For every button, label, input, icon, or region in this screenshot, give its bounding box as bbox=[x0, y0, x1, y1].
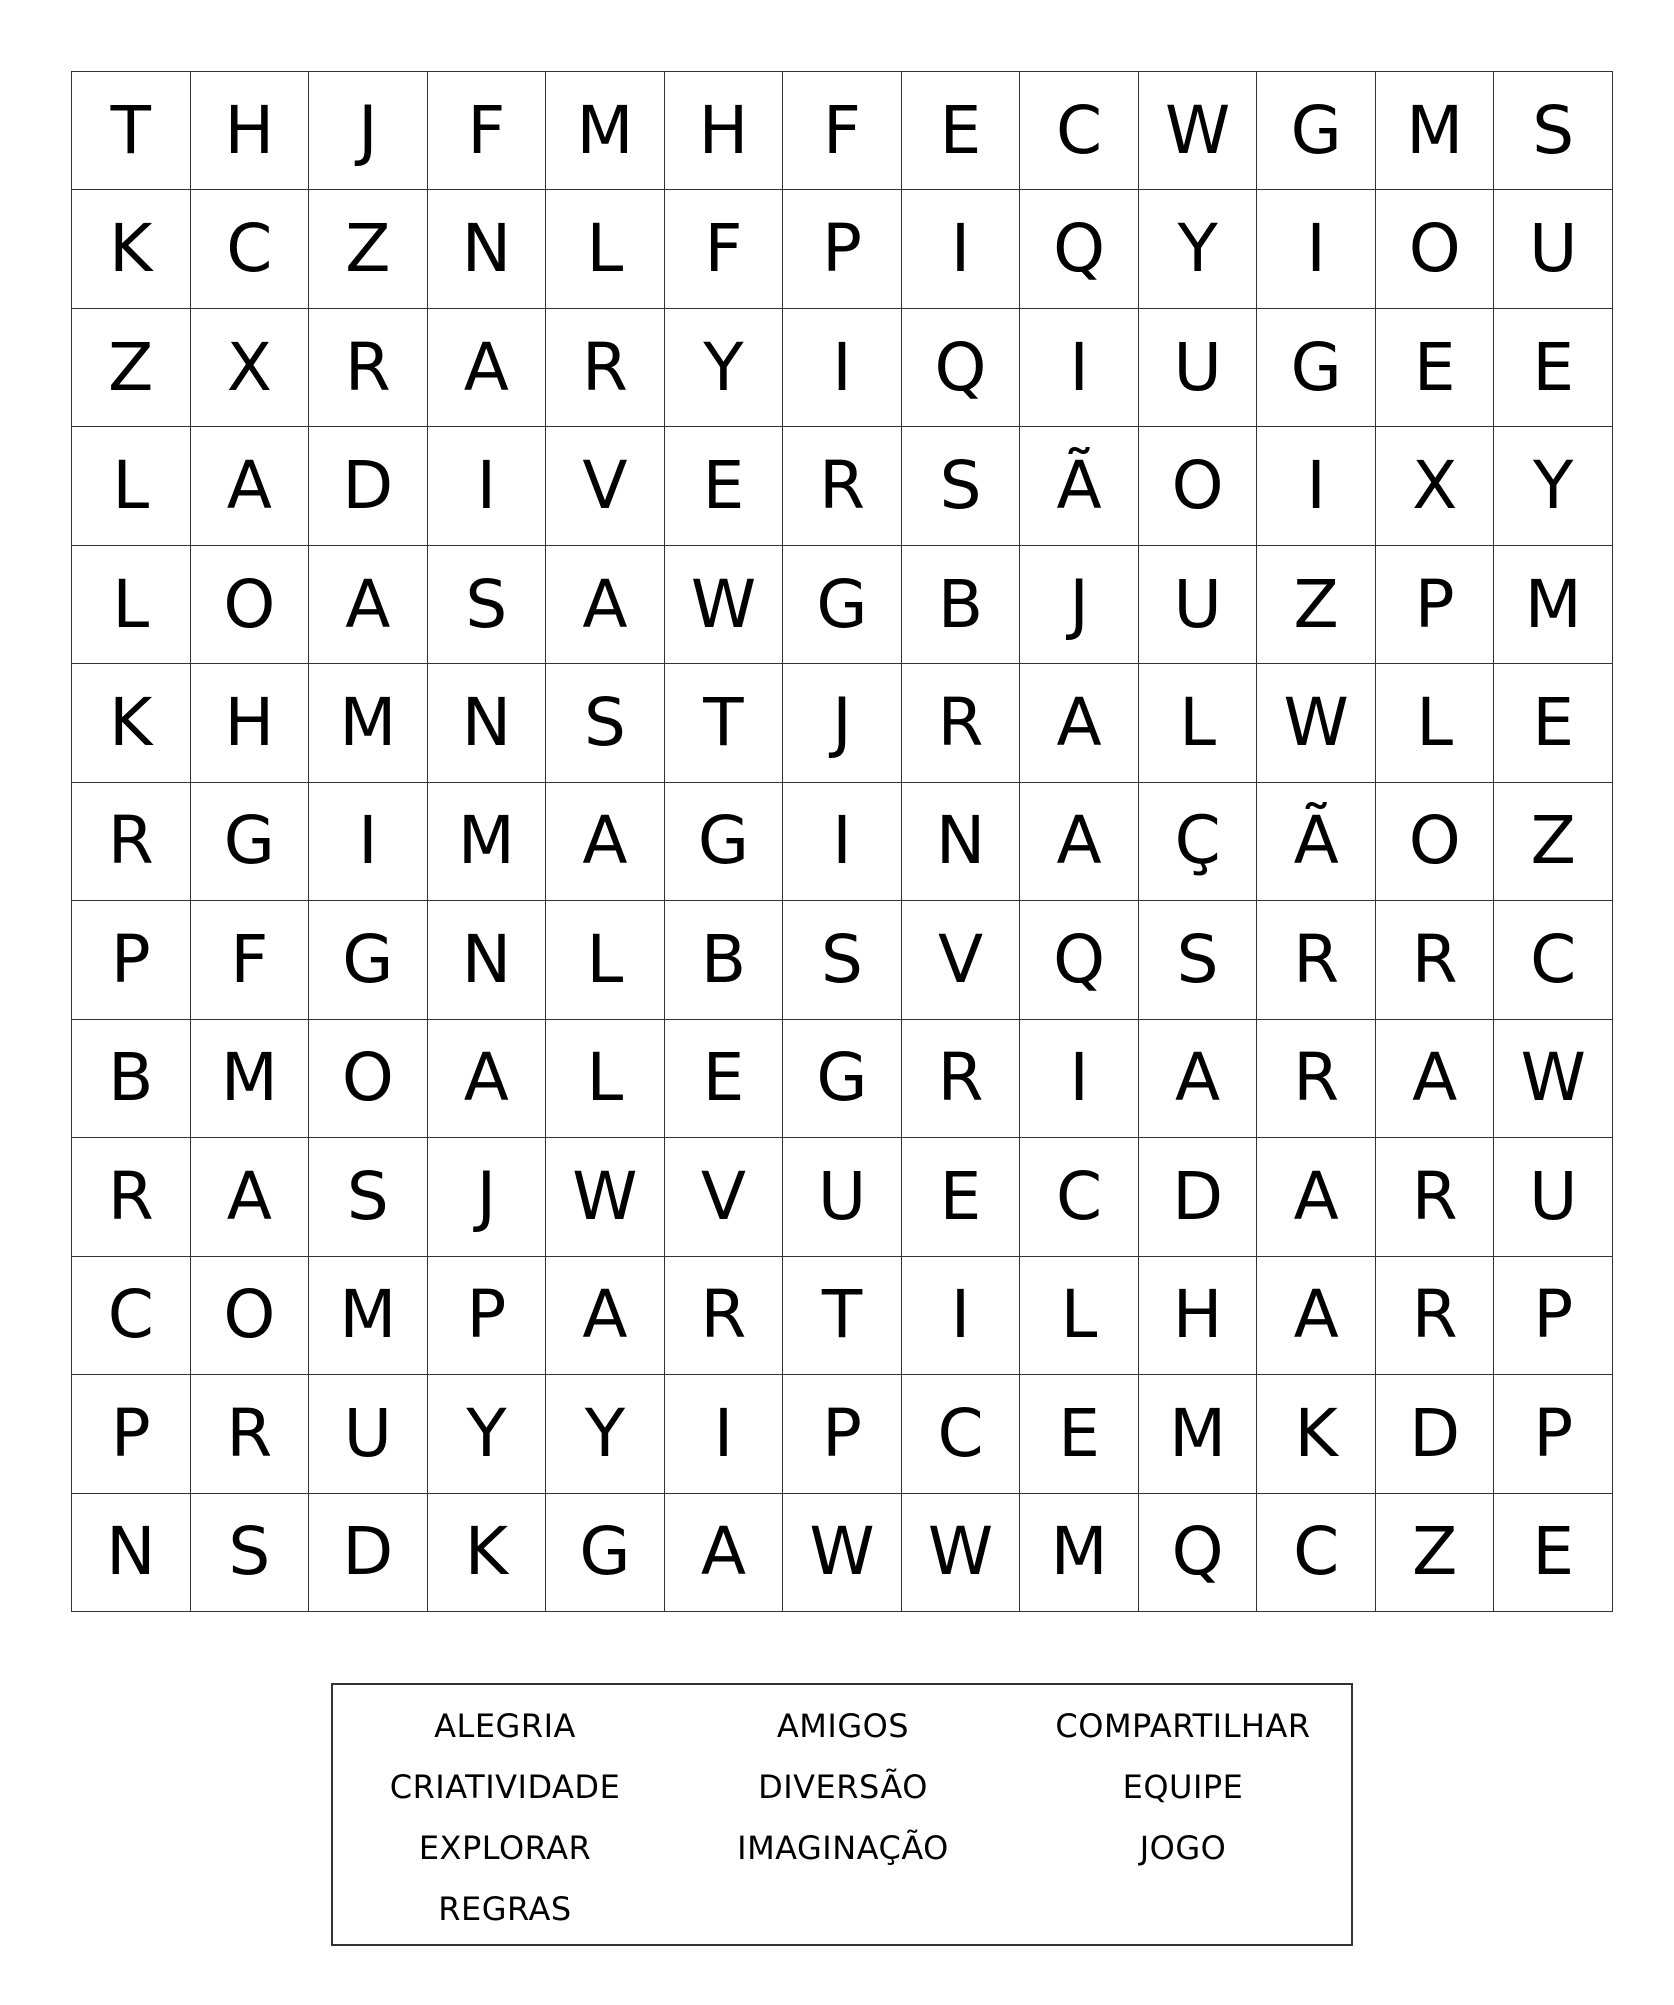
grid-cell[interactable]: E bbox=[665, 1020, 784, 1138]
word-item: JOGO bbox=[1139, 1829, 1227, 1867]
grid-cell[interactable]: A bbox=[546, 1257, 665, 1375]
grid-cell[interactable]: P bbox=[72, 901, 191, 1019]
grid-cell[interactable]: S bbox=[783, 901, 902, 1019]
grid-cell[interactable]: E bbox=[902, 72, 1021, 190]
grid-cell[interactable]: E bbox=[1494, 309, 1613, 427]
grid-cell[interactable]: J bbox=[1020, 546, 1139, 664]
word-item: AMIGOS bbox=[776, 1707, 910, 1745]
grid-cell[interactable]: T bbox=[783, 1257, 902, 1375]
grid-cell[interactable]: N bbox=[902, 783, 1021, 901]
grid-cell[interactable]: C bbox=[902, 1375, 1021, 1493]
grid-cell[interactable]: W bbox=[902, 1494, 1021, 1612]
grid-cell[interactable]: F bbox=[428, 72, 547, 190]
grid-cell[interactable]: G bbox=[783, 546, 902, 664]
grid-cell[interactable]: S bbox=[428, 546, 547, 664]
grid-cell[interactable]: R bbox=[191, 1375, 310, 1493]
word-list bbox=[331, 1683, 1353, 1946]
grid-cell[interactable]: A bbox=[1139, 1020, 1258, 1138]
grid-cell[interactable]: U bbox=[1494, 190, 1613, 308]
grid-cell[interactable]: H bbox=[1139, 1257, 1258, 1375]
grid-cell[interactable]: T bbox=[72, 72, 191, 190]
word-item: COMPARTILHAR bbox=[1055, 1707, 1311, 1745]
grid-cell[interactable]: R bbox=[309, 309, 428, 427]
grid-cell[interactable]: S bbox=[1494, 72, 1613, 190]
grid-cell[interactable]: Ã bbox=[1257, 783, 1376, 901]
grid-cell[interactable]: I bbox=[1020, 1020, 1139, 1138]
grid-cell[interactable]: A bbox=[1376, 1020, 1495, 1138]
grid-cell[interactable]: O bbox=[1376, 783, 1495, 901]
grid-cell[interactable]: X bbox=[1376, 427, 1495, 545]
grid-cell[interactable]: E bbox=[1494, 664, 1613, 782]
word-item: REGRAS bbox=[438, 1890, 572, 1928]
grid-cell[interactable]: J bbox=[309, 72, 428, 190]
grid-cell[interactable]: A bbox=[191, 427, 310, 545]
grid-cell[interactable]: E bbox=[1494, 1494, 1613, 1612]
grid-cell[interactable]: I bbox=[665, 1375, 784, 1493]
grid-cell[interactable]: Y bbox=[1494, 427, 1613, 545]
grid-cell[interactable]: P bbox=[1494, 1257, 1613, 1375]
grid-cell[interactable]: G bbox=[1257, 72, 1376, 190]
grid-cell[interactable]: R bbox=[783, 427, 902, 545]
grid-cell[interactable]: E bbox=[902, 1138, 1021, 1256]
letter-grid bbox=[71, 71, 1613, 1612]
grid-cell[interactable]: S bbox=[902, 427, 1021, 545]
word-item: ALEGRIA bbox=[434, 1707, 576, 1745]
grid-cell[interactable]: W bbox=[1139, 72, 1258, 190]
grid-cell[interactable]: I bbox=[1257, 427, 1376, 545]
grid-cell[interactable]: R bbox=[72, 783, 191, 901]
grid-cell[interactable]: M bbox=[1020, 1494, 1139, 1612]
grid-cell[interactable]: U bbox=[1139, 309, 1258, 427]
grid-cell[interactable]: O bbox=[309, 1020, 428, 1138]
grid-cell[interactable]: I bbox=[902, 190, 1021, 308]
grid-cell[interactable]: R bbox=[1376, 1257, 1495, 1375]
grid-cell[interactable]: J bbox=[783, 664, 902, 782]
grid-cell[interactable]: Y bbox=[546, 1375, 665, 1493]
grid-cell[interactable]: M bbox=[1376, 72, 1495, 190]
grid-cell[interactable]: A bbox=[191, 1138, 310, 1256]
grid-cell[interactable]: L bbox=[546, 901, 665, 1019]
grid-cell[interactable]: F bbox=[783, 72, 902, 190]
grid-cell[interactable]: K bbox=[72, 190, 191, 308]
grid-cell[interactable]: R bbox=[665, 1257, 784, 1375]
grid-cell[interactable]: Ã bbox=[1020, 427, 1139, 545]
grid-cell[interactable]: P bbox=[783, 190, 902, 308]
grid-cell[interactable]: U bbox=[1139, 546, 1258, 664]
grid-cell[interactable]: R bbox=[1257, 901, 1376, 1019]
grid-cell[interactable]: B bbox=[902, 546, 1021, 664]
grid-cell[interactable]: S bbox=[546, 664, 665, 782]
grid-cell[interactable]: H bbox=[191, 72, 310, 190]
grid-cell[interactable]: N bbox=[428, 901, 547, 1019]
grid-cell[interactable]: V bbox=[546, 427, 665, 545]
grid-cell[interactable]: R bbox=[1376, 901, 1495, 1019]
grid-cell[interactable]: M bbox=[309, 664, 428, 782]
word-column bbox=[1033, 1707, 1333, 1890]
grid-cell[interactable]: A bbox=[1020, 783, 1139, 901]
word-item: EQUIPE bbox=[1122, 1768, 1244, 1806]
grid-cell[interactable]: F bbox=[191, 901, 310, 1019]
grid-cell[interactable]: L bbox=[546, 1020, 665, 1138]
grid-cell[interactable]: R bbox=[72, 1138, 191, 1256]
grid-cell[interactable]: D bbox=[309, 1494, 428, 1612]
grid-cell[interactable]: W bbox=[1257, 664, 1376, 782]
grid-cell[interactable]: L bbox=[1020, 1257, 1139, 1375]
grid-cell[interactable]: O bbox=[1376, 190, 1495, 308]
grid-cell[interactable]: U bbox=[783, 1138, 902, 1256]
grid-cell[interactable]: G bbox=[191, 783, 310, 901]
grid-cell[interactable]: H bbox=[665, 72, 784, 190]
grid-cell[interactable]: L bbox=[72, 427, 191, 545]
grid-cell[interactable]: C bbox=[72, 1257, 191, 1375]
grid-cell[interactable]: V bbox=[665, 1138, 784, 1256]
grid-cell[interactable]: A bbox=[546, 546, 665, 664]
grid-cell[interactable]: G bbox=[546, 1494, 665, 1612]
grid-cell[interactable]: A bbox=[428, 1020, 547, 1138]
grid-cell[interactable]: P bbox=[72, 1375, 191, 1493]
word-item: CRIATIVIDADE bbox=[389, 1768, 621, 1806]
grid-cell[interactable]: D bbox=[1376, 1375, 1495, 1493]
grid-cell[interactable]: G bbox=[309, 901, 428, 1019]
grid-cell[interactable]: C bbox=[1020, 72, 1139, 190]
grid-cell[interactable]: R bbox=[902, 664, 1021, 782]
grid-cell[interactable]: O bbox=[191, 546, 310, 664]
grid-cell[interactable]: B bbox=[665, 901, 784, 1019]
grid-cell[interactable]: G bbox=[783, 1020, 902, 1138]
grid-cell[interactable]: M bbox=[546, 72, 665, 190]
grid-cell[interactable]: I bbox=[783, 309, 902, 427]
word-item: IMAGINAÇÃO bbox=[737, 1829, 949, 1867]
grid-cell[interactable]: Z bbox=[1257, 546, 1376, 664]
grid-cell[interactable]: C bbox=[1257, 1494, 1376, 1612]
word-item: DIVERSÃO bbox=[758, 1768, 928, 1806]
grid-cell[interactable]: P bbox=[1494, 1375, 1613, 1493]
grid-cell[interactable]: P bbox=[1376, 546, 1495, 664]
grid-cell[interactable]: C bbox=[191, 190, 310, 308]
grid-cell[interactable]: L bbox=[1139, 664, 1258, 782]
grid-cell[interactable]: D bbox=[309, 427, 428, 545]
grid-cell[interactable]: W bbox=[665, 546, 784, 664]
grid-cell[interactable]: R bbox=[1376, 1138, 1495, 1256]
grid-cell[interactable]: R bbox=[546, 309, 665, 427]
grid-cell[interactable]: K bbox=[72, 664, 191, 782]
grid-cell[interactable]: T bbox=[665, 664, 784, 782]
grid-cell[interactable]: A bbox=[1020, 664, 1139, 782]
grid-cell[interactable]: O bbox=[191, 1257, 310, 1375]
grid-cell[interactable]: Q bbox=[1020, 901, 1139, 1019]
grid-cell[interactable]: W bbox=[546, 1138, 665, 1256]
grid-cell[interactable]: P bbox=[783, 1375, 902, 1493]
grid-cell[interactable]: Y bbox=[665, 309, 784, 427]
grid-cell[interactable]: N bbox=[72, 1494, 191, 1612]
grid-cell[interactable]: C bbox=[1494, 901, 1613, 1019]
grid-cell[interactable]: K bbox=[428, 1494, 547, 1612]
grid-cell[interactable]: E bbox=[665, 427, 784, 545]
grid-cell[interactable]: S bbox=[191, 1494, 310, 1612]
word-column bbox=[693, 1707, 993, 1890]
grid-cell[interactable]: L bbox=[1376, 664, 1495, 782]
grid-cell[interactable]: Z bbox=[1376, 1494, 1495, 1612]
grid-cell[interactable]: O bbox=[1139, 427, 1258, 545]
grid-cell[interactable]: F bbox=[665, 190, 784, 308]
grid-cell[interactable]: U bbox=[309, 1375, 428, 1493]
grid-cell[interactable]: I bbox=[309, 783, 428, 901]
grid-cell[interactable]: E bbox=[1020, 1375, 1139, 1493]
grid-cell[interactable]: I bbox=[902, 1257, 1021, 1375]
grid-cell[interactable]: I bbox=[1257, 190, 1376, 308]
grid-cell[interactable]: Y bbox=[428, 1375, 547, 1493]
grid-cell[interactable]: M bbox=[428, 783, 547, 901]
grid-cell[interactable]: M bbox=[1139, 1375, 1258, 1493]
grid-cell[interactable]: S bbox=[309, 1138, 428, 1256]
grid-cell[interactable]: N bbox=[428, 664, 547, 782]
grid-cell[interactable]: Ç bbox=[1139, 783, 1258, 901]
grid-cell[interactable]: I bbox=[783, 783, 902, 901]
grid-cell[interactable]: A bbox=[1257, 1257, 1376, 1375]
grid-cell[interactable]: J bbox=[428, 1138, 547, 1256]
grid-cell[interactable]: N bbox=[428, 190, 547, 308]
grid-cell[interactable]: G bbox=[1257, 309, 1376, 427]
grid-cell[interactable]: D bbox=[1139, 1138, 1258, 1256]
grid-cell[interactable]: L bbox=[72, 546, 191, 664]
grid-cell[interactable]: H bbox=[191, 664, 310, 782]
grid-cell[interactable]: Q bbox=[902, 309, 1021, 427]
grid-cell[interactable]: G bbox=[665, 783, 784, 901]
word-item: EXPLORAR bbox=[418, 1829, 592, 1867]
grid-cell[interactable]: M bbox=[309, 1257, 428, 1375]
grid-cell[interactable]: Z bbox=[309, 190, 428, 308]
grid-cell[interactable]: Q bbox=[1139, 1494, 1258, 1612]
grid-cell[interactable]: Q bbox=[1020, 190, 1139, 308]
grid-cell[interactable]: B bbox=[72, 1020, 191, 1138]
grid-cell[interactable]: W bbox=[1494, 1020, 1613, 1138]
grid-cell[interactable]: I bbox=[428, 427, 547, 545]
grid-cell[interactable]: A bbox=[1257, 1138, 1376, 1256]
grid-cell[interactable]: V bbox=[902, 901, 1021, 1019]
grid-cell[interactable]: A bbox=[665, 1494, 784, 1612]
grid-cell[interactable]: Y bbox=[1139, 190, 1258, 308]
grid-cell[interactable]: A bbox=[546, 783, 665, 901]
grid-cell[interactable]: I bbox=[1020, 309, 1139, 427]
grid-cell[interactable]: C bbox=[1020, 1138, 1139, 1256]
word-column bbox=[355, 1707, 655, 1951]
grid-cell[interactable]: M bbox=[1494, 546, 1613, 664]
grid-cell[interactable]: R bbox=[1257, 1020, 1376, 1138]
grid-cell[interactable]: M bbox=[191, 1020, 310, 1138]
grid-cell[interactable]: U bbox=[1494, 1138, 1613, 1256]
grid-cell[interactable]: P bbox=[428, 1257, 547, 1375]
grid-cell[interactable]: S bbox=[1139, 901, 1258, 1019]
grid-cell[interactable]: Z bbox=[1494, 783, 1613, 901]
grid-cell[interactable]: W bbox=[783, 1494, 902, 1612]
grid-cell[interactable]: R bbox=[902, 1020, 1021, 1138]
grid-cell[interactable]: A bbox=[309, 546, 428, 664]
grid-cell[interactable]: X bbox=[191, 309, 310, 427]
grid-cell[interactable]: A bbox=[428, 309, 547, 427]
grid-cell[interactable]: L bbox=[546, 190, 665, 308]
grid-cell[interactable]: K bbox=[1257, 1375, 1376, 1493]
grid-cell[interactable]: E bbox=[1376, 309, 1495, 427]
grid-cell[interactable]: Z bbox=[72, 309, 191, 427]
